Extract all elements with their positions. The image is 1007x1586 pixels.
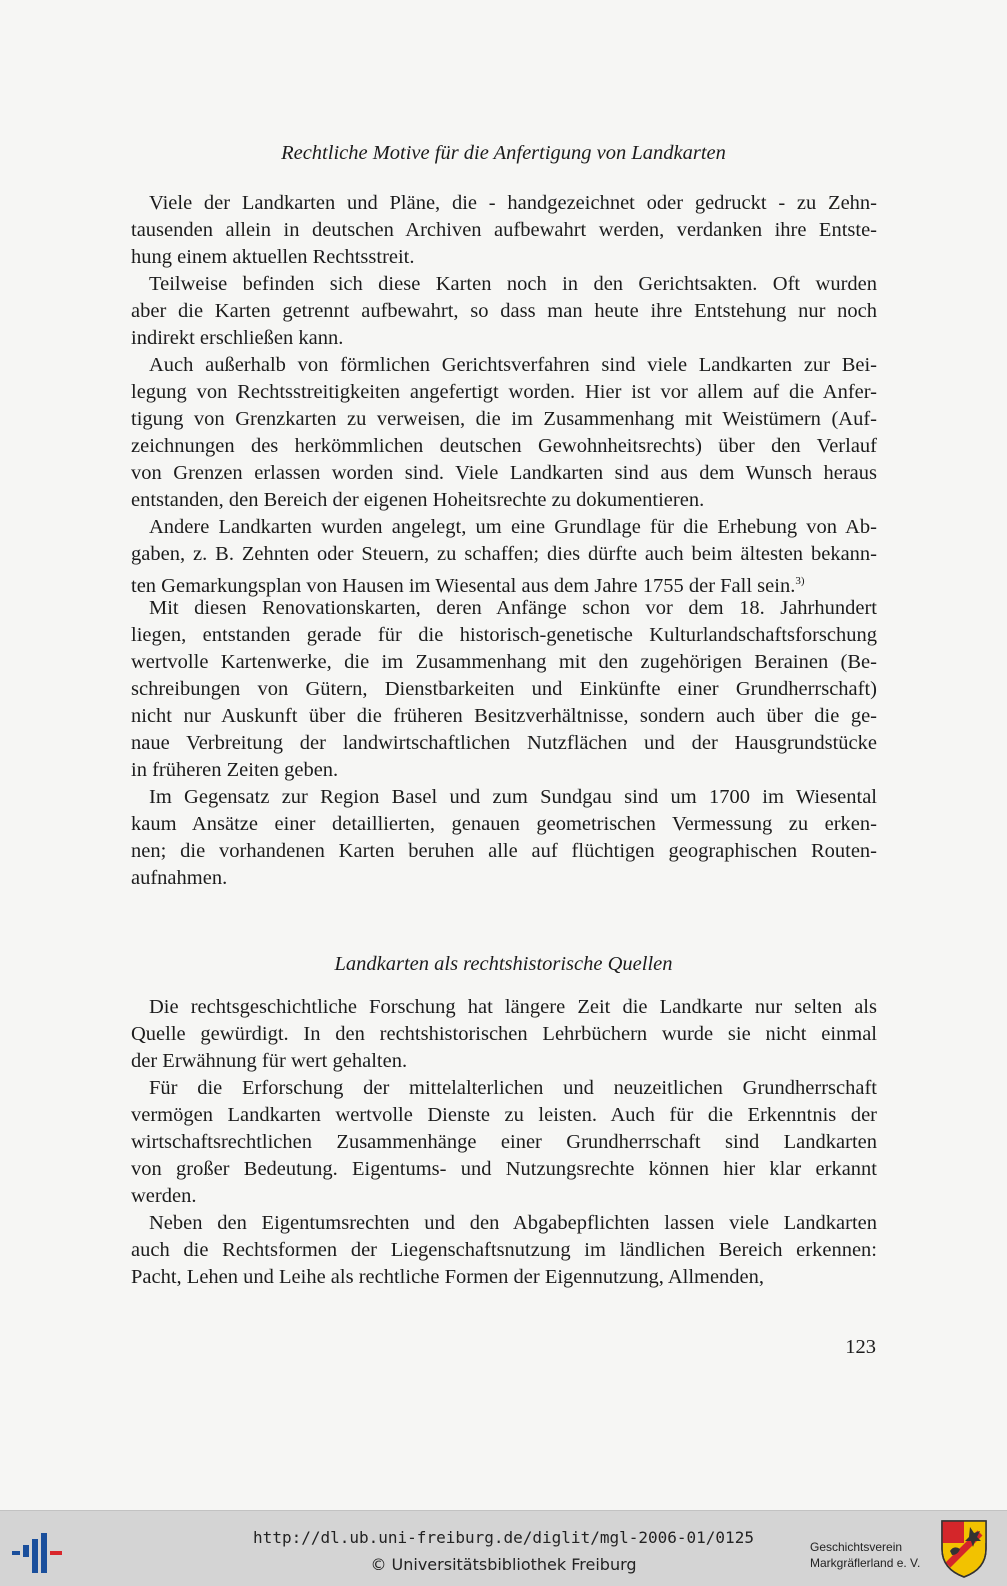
text-line-content: hung einem aktuellen Rechtsstreit. [131, 246, 415, 268]
text-line [131, 622, 877, 649]
paragraph [131, 352, 877, 514]
text-line [131, 460, 877, 487]
text-line [131, 838, 877, 865]
section-heading-1: Rechtliche Motive für die Anfertigung von Landkarten [281, 142, 726, 164]
text-line-content: vermögen Landkarten wertvolle Dienste zu leisten. Auch für die Erkenntnis der [131, 1104, 877, 1126]
paragraph [131, 1075, 877, 1210]
text-line [131, 676, 877, 703]
text-line [131, 1264, 877, 1291]
text-line-content: aufnahmen. [131, 867, 228, 889]
text-line-content: tausenden allein in deutschen Archiven aufbewahrt werden, verdanken ihre Entste- [131, 219, 877, 241]
text-line-content: Im Gegensatz zur Region Basel und zum Sundgau sind um 1700 im Wiesental [149, 786, 877, 808]
paragraph [131, 784, 877, 892]
text-line-content: von Grenzen erlassen worden sind. Viele Landkarten sind aus dem Wunsch heraus [131, 462, 877, 484]
paragraph [131, 271, 877, 352]
society-name-line1: Geschichtsverein [810, 1540, 903, 1554]
paragraph [131, 994, 877, 1075]
text-line [131, 1075, 877, 1102]
text-line [131, 1048, 877, 1075]
text-line [131, 784, 877, 811]
text-line-content: indirekt erschließen kann. [131, 327, 344, 349]
text-line-content: der Erwähnung für wert gehalten. [131, 1050, 408, 1072]
text-line-content: auch die Rechtsformen der Liegenschaftsnutzung im ländlichen Bereich erkennen: [131, 1239, 877, 1261]
text-line [131, 649, 877, 676]
text-line [131, 811, 877, 838]
text-line [131, 865, 877, 892]
page-number: 123 [845, 1336, 876, 1358]
text-line [131, 406, 877, 433]
text-line [131, 541, 877, 568]
text-line-content: Andere Landkarten wurden angelegt, um eine Grundlage für die Erhebung von Ab- [149, 516, 877, 538]
text-line [131, 1183, 877, 1210]
text-line [131, 568, 877, 595]
text-line-content: Quelle gewürdigt. In den rechtshistorischen Lehrbüchern wurde sie nicht einmal [131, 1023, 877, 1045]
text-line-content: Auch außerhalb von förmlichen Gerichtsverfahren sind viele Landkarten zur Bei- [149, 354, 877, 376]
text-line-content: wirtschaftsrechtlichen Zusammenhänge einer Grundherrschaft sind Landkarten [131, 1131, 877, 1153]
text-line-content: Pacht, Lehen und Leihe als rechtliche Formen der Eigennutzung, Allmenden, [131, 1266, 765, 1288]
section-1-body [131, 190, 877, 892]
text-line-content: Neben den Eigentumsrechten und den Abgabepflichten lassen viele Landkarten [149, 1212, 877, 1234]
society-name-line2: Markgräflerland e. V. [810, 1556, 921, 1570]
text-line [131, 1237, 877, 1264]
text-line-content: werden. [131, 1185, 197, 1207]
document-url-link[interactable]: http://dl.ub.uni-freiburg.de/diglit/mgl-2006-01/0125 [253, 1528, 754, 1547]
coat-of-arms-icon[interactable] [940, 1519, 988, 1579]
text-line [131, 298, 877, 325]
text-line [131, 487, 877, 514]
text-line-content: nen; die vorhandenen Karten beruhen alle auf flüchtigen geographischen Routen- [131, 840, 877, 862]
text-line [131, 244, 877, 271]
text-line-content: kaum Ansätze einer detaillierten, genauen geometrischen Vermessung zu erken- [131, 813, 877, 835]
text-line [131, 1102, 877, 1129]
society-name [810, 1539, 935, 1571]
text-line [131, 1156, 877, 1183]
text-line-content: naue Verbreitung der landwirtschaftlichen Nutzflächen und der Hausgrundstücke [131, 732, 877, 754]
paragraph [131, 1210, 877, 1291]
text-line [131, 514, 877, 541]
text-line-content: liegen, entstanden gerade für die historisch-genetische Kulturlandschaftsforschung [131, 624, 877, 646]
text-line-content: tigung von Grenzkarten zu verweisen, die im Zusammenhang mit Weistümern (Auf- [131, 408, 877, 430]
text-line-content: aber die Karten getrennt aufbewahrt, so dass man heute ihre Entstehung nur noch [131, 300, 877, 322]
section-2-body [131, 994, 877, 1291]
text-line [131, 325, 877, 352]
text-line [131, 271, 877, 298]
text-line-content: nicht nur Auskunft über die früheren Besitzverhältnisse, sondern auch über die ge- [131, 705, 877, 727]
text-line-content: entstanden, den Bereich der eigenen Hoheitsrechte zu dokumentieren. [131, 489, 705, 511]
text-line-content: schreibungen von Gütern, Dienstbarkeiten und Einkünfte einer Grundherrschaft) [131, 678, 877, 700]
text-line-content: legung von Rechtsstreitigkeiten angefertigt worden. Hier ist vor allem auf die Anfer- [131, 381, 877, 403]
copyright-notice: © Universitätsbibliothek Freiburg [370, 1555, 637, 1574]
text-line [131, 994, 877, 1021]
text-line-content: in früheren Zeiten geben. [131, 759, 339, 781]
text-line [131, 1021, 877, 1048]
text-line [131, 433, 877, 460]
text-line-content: ten Gemarkungsplan von Hausen im Wiesental aus dem Jahre 1755 der Fall sein. [131, 575, 796, 597]
text-line [131, 730, 877, 757]
text-line [131, 190, 877, 217]
text-line-content: zeichnungen des herkömmlichen deutschen Gewohnheitsrechts) über den Verlauf [131, 435, 877, 457]
text-line [131, 217, 877, 244]
text-line-content: Viele der Landkarten und Pläne, die - handgezeichnet oder gedruckt - zu Zehn- [149, 192, 877, 214]
text-line-content: Die rechtsgeschichtliche Forschung hat längere Zeit die Landkarte nur selten als [149, 996, 877, 1018]
text-line-content: Mit diesen Renovationskarten, deren Anfänge schon vor dem 18. Jahrhundert [149, 597, 877, 619]
footer-bar [0, 1510, 1007, 1586]
text-line [131, 595, 877, 622]
text-line [131, 703, 877, 730]
text-line [131, 757, 877, 784]
text-line-content: gaben, z. B. Zehnten oder Steuern, zu schaffen; dies dürfte auch beim ältesten bekann- [131, 543, 877, 565]
text-line [131, 1129, 877, 1156]
section-heading-2: Landkarten als rechtshistorische Quellen [334, 953, 673, 975]
text-line [131, 1210, 877, 1237]
text-line-content: Teilweise befinden sich diese Karten noch in den Gerichtsakten. Oft wurden [149, 273, 877, 295]
paragraph [131, 514, 877, 595]
text-line-content: von großer Bedeutung. Eigentums- und Nutzungsrechte können hier klar erkannt [131, 1158, 877, 1180]
text-line [131, 379, 877, 406]
text-line [131, 352, 877, 379]
footnote-marker[interactable]: 3) [795, 575, 805, 587]
text-line-content: Für die Erforschung der mittelalterlichen und neuzeitlichen Grundherrschaft [149, 1077, 877, 1099]
text-line-content: wertvolle Kartenwerke, die im Zusammenhang mit den zugehörigen Berainen (Be- [131, 651, 877, 673]
paragraph [131, 595, 877, 784]
paragraph [131, 190, 877, 271]
